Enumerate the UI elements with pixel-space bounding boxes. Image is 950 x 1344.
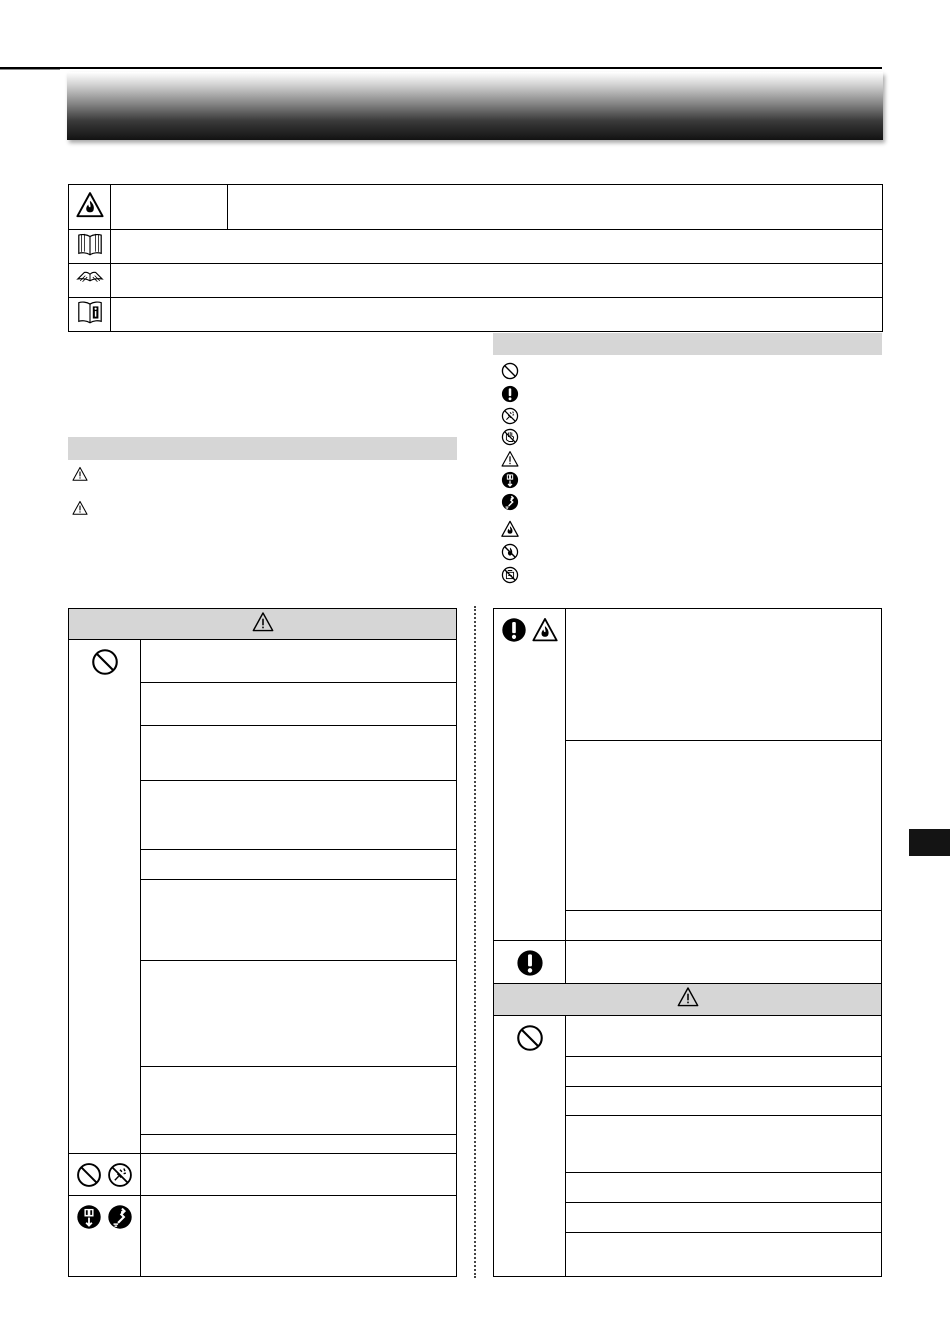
symbols-text-cell: [111, 230, 883, 264]
mandatory-icon: [501, 385, 519, 403]
prohibited-icon: [91, 648, 119, 676]
row-text-cell: [141, 961, 457, 1067]
danger-high-voltage-icon: [501, 450, 519, 468]
row-text-cell: [566, 1173, 882, 1203]
row-text-cell: [566, 1016, 882, 1057]
row-icon-cell: [69, 640, 141, 1154]
right-table: [493, 608, 882, 1277]
no-touch-water-icon: [107, 1162, 133, 1188]
table-row: [69, 640, 457, 683]
warning-triangle-icon: [72, 500, 88, 516]
symbols-row: [69, 230, 883, 264]
row-text-cell: [141, 1154, 457, 1196]
prohibited-icon: [501, 362, 519, 380]
row-text-cell: [566, 1233, 882, 1277]
caution-header: [494, 984, 882, 1016]
row-text-cell: [566, 941, 882, 984]
row-icon-cell: [494, 1016, 566, 1277]
column-separator: [474, 606, 476, 1278]
flammable-icon: [501, 520, 519, 538]
row-text-cell: [566, 1203, 882, 1233]
symbols-row: [69, 185, 883, 230]
row-text-cell: [141, 850, 457, 880]
prohibited-icon: [76, 1162, 102, 1188]
row-text-cell: [141, 880, 457, 961]
warning-header-row: [69, 609, 457, 640]
table-row: [69, 1196, 457, 1277]
flammable-warning-icon: [76, 191, 104, 219]
no-touch-water-icon: [501, 407, 519, 425]
mandatory-icon: [501, 617, 527, 643]
symbols-label-cell: [111, 185, 228, 230]
legend-header-bar: [493, 333, 882, 355]
unplug-icon: [76, 1204, 102, 1230]
warning-triangle-icon: [251, 611, 275, 633]
row-text-cell: [141, 640, 457, 683]
row-text-cell: [566, 609, 882, 741]
no-fire-icon: [501, 543, 519, 561]
caution-header-row: [494, 984, 882, 1016]
row-icon-cell: [494, 609, 566, 941]
row-icon-cell: [69, 1154, 141, 1196]
row-text-cell: [566, 741, 882, 911]
table-row: [69, 1154, 457, 1196]
flammable-icon: [532, 617, 558, 643]
row-icon-cell: [69, 1196, 141, 1277]
service-manual-icon: [75, 264, 105, 292]
side-tab: [909, 829, 950, 856]
notes-header-bar: [68, 437, 457, 460]
symbols-row: [69, 298, 883, 332]
symbols-icon-cell: [69, 298, 111, 332]
row-text-cell: [566, 911, 882, 941]
symbols-text-cell: [111, 298, 883, 332]
no-wet-hands-icon: [501, 428, 519, 446]
row-text-cell: [141, 1135, 457, 1154]
row-text-cell: [141, 1067, 457, 1135]
header-rule-short: [0, 69, 60, 70]
row-text-cell: [141, 726, 457, 781]
symbols-text-cell: [228, 185, 883, 230]
table-row: [494, 941, 882, 984]
title-banner: [67, 72, 883, 140]
operation-manual-icon: [75, 230, 105, 258]
row-text-cell: [141, 781, 457, 850]
symbols-icon-cell: [69, 264, 111, 298]
mandatory-icon: [516, 949, 544, 977]
no-piercing-icon: [501, 566, 519, 584]
symbols-text-cell: [111, 264, 883, 298]
symbols-icon-cell: [69, 185, 111, 230]
row-text-cell: [566, 1087, 882, 1116]
header-rule: [0, 67, 882, 69]
symbols-row: [69, 264, 883, 298]
earth-ground-icon: [501, 493, 519, 511]
table-row: [494, 1016, 882, 1057]
warning-triangle-icon: [676, 986, 700, 1008]
row-text-cell: [566, 1116, 882, 1173]
warning-header: [69, 609, 457, 640]
row-text-cell: [141, 1196, 457, 1277]
table-row: [494, 609, 882, 741]
symbols-icon-cell: [69, 230, 111, 264]
information-manual-icon: [75, 298, 105, 326]
warning-triangle-icon: [72, 466, 88, 482]
prohibited-icon: [516, 1024, 544, 1052]
row-icon-cell: [494, 941, 566, 984]
row-text-cell: [141, 683, 457, 726]
unplug-icon: [501, 471, 519, 489]
warning-table: [68, 608, 457, 1277]
earth-ground-icon: [107, 1204, 133, 1230]
symbols-table: [68, 184, 883, 332]
row-text-cell: [566, 1057, 882, 1087]
